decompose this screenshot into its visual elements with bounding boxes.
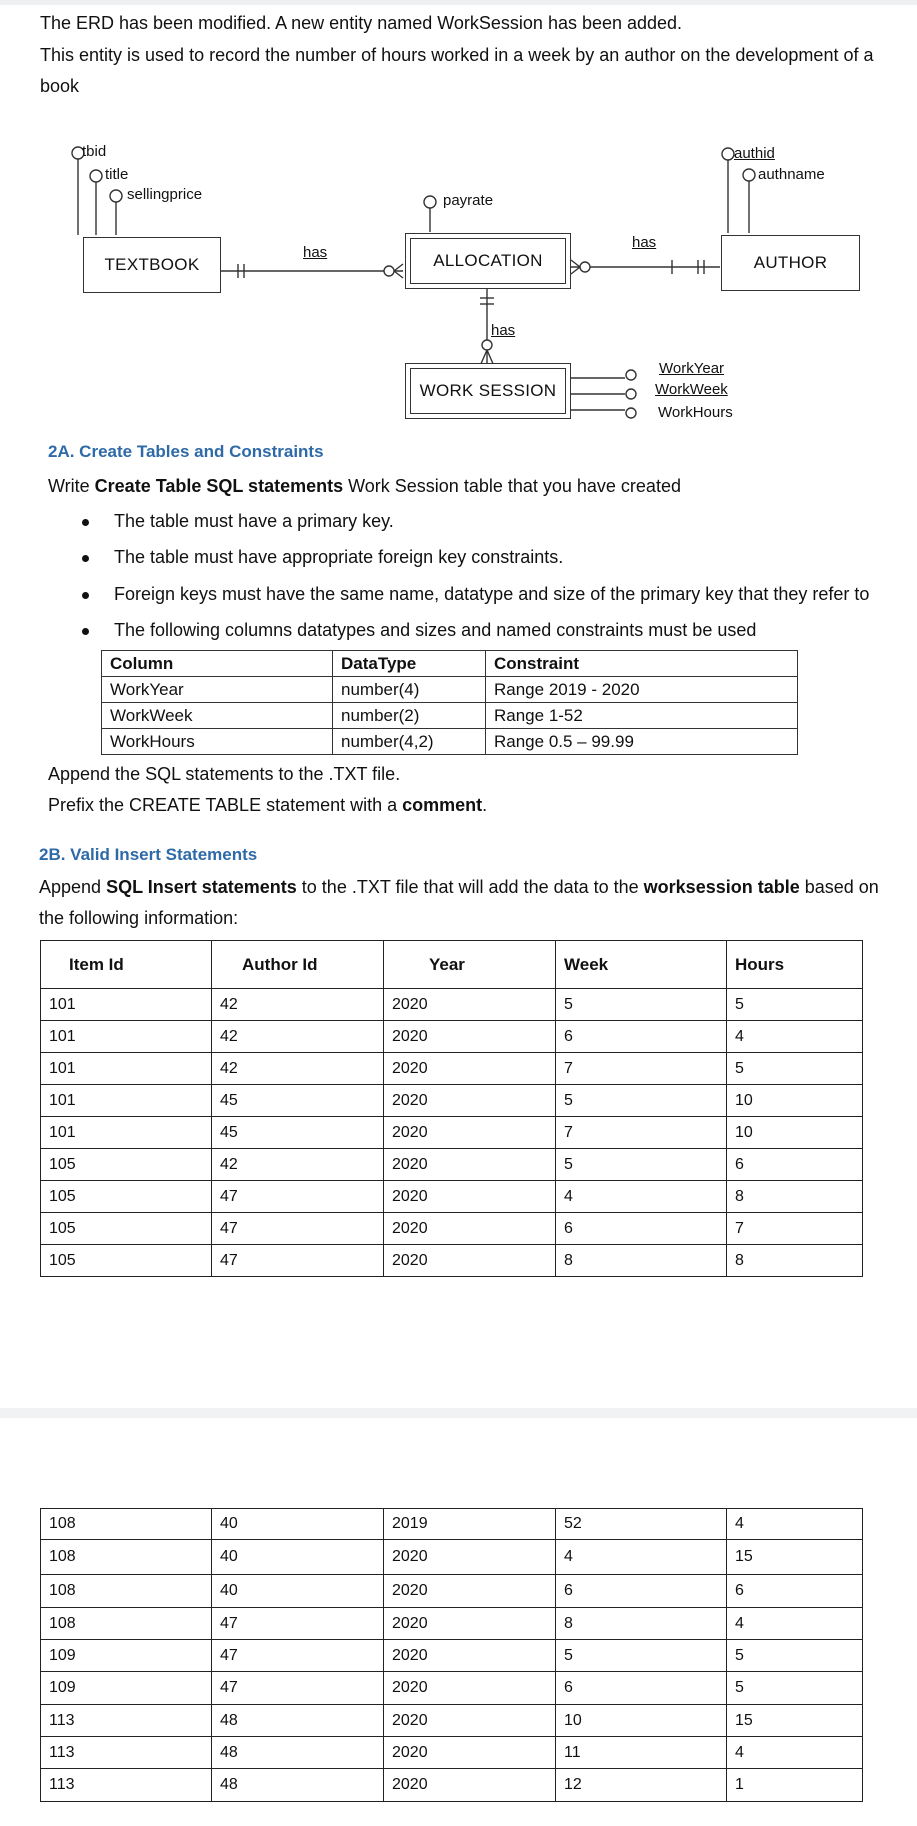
table-cell: 2020	[384, 1640, 556, 1672]
table-cell: 105	[41, 1181, 212, 1213]
table-cell: 4	[556, 1181, 727, 1213]
table-cell: 2019	[384, 1509, 556, 1540]
table-cell: 4	[727, 1737, 863, 1769]
table-cell: 8	[556, 1608, 727, 1640]
table-cell: 6	[556, 1213, 727, 1245]
header-author-id: Author Id	[212, 941, 384, 989]
table-cell: 5	[556, 1085, 727, 1117]
authid-attr-circle	[722, 148, 734, 160]
table-cell: 1	[727, 1769, 863, 1802]
table-cell: 6	[556, 1672, 727, 1705]
table-row	[41, 989, 863, 1021]
table-row	[41, 1769, 863, 1802]
table-row	[41, 1053, 863, 1085]
table-cell: 52	[556, 1509, 727, 1540]
table-row	[41, 1149, 863, 1181]
table-cell: 5	[727, 1672, 863, 1705]
table-cell: 5	[727, 1640, 863, 1672]
header-hours: Hours	[727, 941, 863, 989]
cell: WorkYear	[102, 677, 333, 703]
table-cell: 2020	[384, 1181, 556, 1213]
attr-sellingprice: sellingprice	[127, 186, 203, 203]
table-cell: 2020	[384, 1053, 556, 1085]
table-cell: 42	[212, 989, 384, 1021]
attr-workhours: WorkHours	[658, 404, 733, 421]
table-cell: 2020	[384, 1213, 556, 1245]
section-2b-heading: 2B. Valid Insert Statements	[39, 845, 258, 864]
table-cell: 101	[41, 1021, 212, 1053]
table-cell: 2020	[384, 1540, 556, 1575]
table-cell: 48	[212, 1737, 384, 1769]
table-cell: 5	[727, 1053, 863, 1085]
table-cell: 2020	[384, 1245, 556, 1277]
table-cell: 113	[41, 1705, 212, 1737]
prefix-note	[48, 793, 487, 817]
table-cell: 105	[41, 1149, 212, 1181]
table-cell: 6	[727, 1149, 863, 1181]
cell: number(2)	[333, 703, 486, 729]
table-row	[41, 1085, 863, 1117]
erd-diagram	[60, 140, 880, 430]
section-2a-heading: 2A. Create Tables and Constraints	[48, 442, 324, 461]
table-row	[41, 1245, 863, 1277]
table-cell: 6	[727, 1575, 863, 1608]
table-cell: 15	[727, 1705, 863, 1737]
table-cell: 45	[212, 1085, 384, 1117]
table-cell: 109	[41, 1672, 212, 1705]
table-cell: 2020	[384, 1085, 556, 1117]
table-cell: 6	[556, 1021, 727, 1053]
attr-authid: authid	[734, 145, 775, 162]
table-row	[41, 1608, 863, 1640]
constraint-row	[102, 729, 798, 755]
table-cell: 2020	[384, 1149, 556, 1181]
table-cell: 4	[727, 1509, 863, 1540]
table-row	[41, 1640, 863, 1672]
table-cell: 101	[41, 989, 212, 1021]
table-cell: 109	[41, 1640, 212, 1672]
table-row	[41, 1705, 863, 1737]
constraint-header-constraint: Constraint	[486, 651, 798, 677]
bullet-text: The following columns datatypes and sizes and named constraints must be used	[114, 620, 757, 640]
table-cell: 40	[212, 1509, 384, 1540]
text: to the .TXT file that will add the data to the	[296, 877, 644, 897]
constraint-table	[101, 650, 798, 755]
table-cell: 47	[212, 1181, 384, 1213]
intro-bold: Create Table SQL statements	[94, 476, 344, 496]
intro-suffix: Work Session table that you have created	[343, 476, 681, 496]
table-cell: 47	[212, 1245, 384, 1277]
text: based on	[799, 877, 879, 897]
table-cell: 7	[556, 1053, 727, 1085]
worksession-data-table	[40, 940, 863, 1277]
table-cell: 15	[727, 1540, 863, 1575]
table-cell: 2020	[384, 1705, 556, 1737]
prefix-note-start: Prefix the CREATE TABLE statement with a	[48, 795, 403, 815]
workhours-attr-circle	[626, 408, 636, 418]
table-cell: 5	[556, 989, 727, 1021]
table-cell: 48	[212, 1705, 384, 1737]
authname-attr-circle	[743, 169, 755, 181]
table-cell: 42	[212, 1021, 384, 1053]
table-cell: 2020	[384, 1575, 556, 1608]
workweek-attr-circle	[626, 389, 636, 399]
cell: WorkHours	[102, 729, 333, 755]
bullet-text: The table must have a primary key.	[114, 511, 394, 531]
table-cell: 2020	[384, 1672, 556, 1705]
table-cell: 101	[41, 1053, 212, 1085]
table-cell: 2020	[384, 1769, 556, 1802]
table-row	[41, 1575, 863, 1608]
table-cell: 11	[556, 1737, 727, 1769]
table-cell: 2020	[384, 1021, 556, 1053]
prefix-note-end: .	[482, 795, 488, 815]
table-cell: 2020	[384, 1737, 556, 1769]
workyear-attr-circle	[626, 370, 636, 380]
table-cell: 10	[556, 1705, 727, 1737]
text-bold: worksession table	[643, 877, 800, 897]
intro-line-1: The ERD has been modified. A new entity named WorkSession has been added.	[40, 13, 683, 33]
entity-author: AUTHOR	[721, 235, 860, 291]
cell: WorkWeek	[102, 703, 333, 729]
table-cell: 113	[41, 1769, 212, 1802]
intro-line-3: book	[40, 76, 80, 96]
append-note: Append the SQL statements to the .TXT file.	[48, 764, 401, 784]
table-cell: 10	[727, 1117, 863, 1149]
entity-allocation: ALLOCATION	[405, 233, 571, 289]
table-row	[41, 1737, 863, 1769]
table-cell: 40	[212, 1575, 384, 1608]
worksession-data-table-continued	[40, 1508, 863, 1802]
table-cell: 2020	[384, 989, 556, 1021]
table-row	[41, 1672, 863, 1705]
prefix-note-bold: comment	[402, 795, 483, 815]
table-row	[41, 1117, 863, 1149]
table-cell: 108	[41, 1575, 212, 1608]
table-cell: 47	[212, 1640, 384, 1672]
table-cell: 105	[41, 1213, 212, 1245]
table-cell: 6	[556, 1575, 727, 1608]
payrate-attr-circle	[424, 196, 436, 208]
table-cell: 105	[41, 1245, 212, 1277]
table-cell: 42	[212, 1149, 384, 1181]
text-bold: SQL Insert statements	[106, 877, 297, 897]
table-cell: 47	[212, 1213, 384, 1245]
page-top-edge	[0, 0, 917, 5]
table-cell: 108	[41, 1608, 212, 1640]
table-cell: 47	[212, 1608, 384, 1640]
table-cell: 40	[212, 1540, 384, 1575]
table-cell: 108	[41, 1509, 212, 1540]
table-cell: 5	[556, 1149, 727, 1181]
table-row	[41, 1509, 863, 1540]
table-cell: 2020	[384, 1608, 556, 1640]
constraint-header-datatype: DataType	[333, 651, 486, 677]
attr-authname: authname	[758, 166, 825, 183]
table-header-row	[41, 941, 863, 989]
table-cell: 101	[41, 1085, 212, 1117]
section-2a-intro	[48, 474, 681, 498]
table-row	[41, 1213, 863, 1245]
header-item-id: Item Id	[41, 941, 212, 989]
constraint-header-row	[102, 651, 798, 677]
table-cell: 10	[727, 1085, 863, 1117]
table-cell: 47	[212, 1672, 384, 1705]
table-cell: 7	[727, 1213, 863, 1245]
constraint-row	[102, 703, 798, 729]
section-2b-line-2: the following information:	[39, 908, 239, 928]
bullet-text: Foreign keys must have the same name, datatype and size of the primary key that they refer to	[114, 584, 870, 604]
table-cell: 101	[41, 1117, 212, 1149]
sellingprice-attr-circle	[110, 190, 122, 202]
table-row	[41, 1021, 863, 1053]
intro-prefix: Write	[48, 476, 95, 496]
text: Append	[39, 877, 107, 897]
table-cell: 5	[556, 1640, 727, 1672]
table-cell: 4	[556, 1540, 727, 1575]
table-cell: 8	[727, 1181, 863, 1213]
table-cell: 8	[556, 1245, 727, 1277]
entity-work-session: WORK SESSION	[405, 363, 571, 419]
section-2b-line-1	[39, 875, 879, 899]
table-cell: 4	[727, 1608, 863, 1640]
document-page-2	[0, 1418, 917, 1826]
attr-workyear: WorkYear	[659, 360, 725, 377]
header-year: Year	[384, 941, 556, 989]
page-break	[0, 1408, 917, 1418]
constraint-header-column: Column	[102, 651, 333, 677]
table-cell: 108	[41, 1540, 212, 1575]
cell: Range 1-52	[486, 703, 798, 729]
table-cell: 12	[556, 1769, 727, 1802]
cell: number(4,2)	[333, 729, 486, 755]
table-cell: 5	[727, 989, 863, 1021]
bullet-text: The table must have appropriate foreign key constraints.	[114, 547, 564, 567]
table-cell: 4	[727, 1021, 863, 1053]
intro-line-2: This entity is used to record the number of hours worked in a week by an author on the development of a	[40, 45, 874, 65]
constraint-row	[102, 677, 798, 703]
rel-textbook-allocation: has	[303, 244, 328, 261]
title-attr-circle	[90, 170, 102, 182]
attr-workweek: WorkWeek	[655, 381, 728, 398]
cell: Range 2019 - 2020	[486, 677, 798, 703]
attr-payrate: payrate	[443, 192, 494, 209]
attr-tbid: tbid	[82, 143, 107, 160]
table-cell: 2020	[384, 1117, 556, 1149]
rel-allocation-author: has	[632, 234, 657, 251]
table-row	[41, 1181, 863, 1213]
table-cell: 45	[212, 1117, 384, 1149]
table-cell: 8	[727, 1245, 863, 1277]
table-row	[41, 1540, 863, 1575]
table-cell: 113	[41, 1737, 212, 1769]
entity-textbook: TEXTBOOK	[83, 237, 221, 293]
table-cell: 42	[212, 1053, 384, 1085]
attr-title: title	[105, 166, 129, 183]
header-week: Week	[556, 941, 727, 989]
rel-allocation-work-session: has	[491, 322, 516, 339]
table-cell: 48	[212, 1769, 384, 1802]
cell: number(4)	[333, 677, 486, 703]
table-cell: 7	[556, 1117, 727, 1149]
cell: Range 0.5 – 99.99	[486, 729, 798, 755]
